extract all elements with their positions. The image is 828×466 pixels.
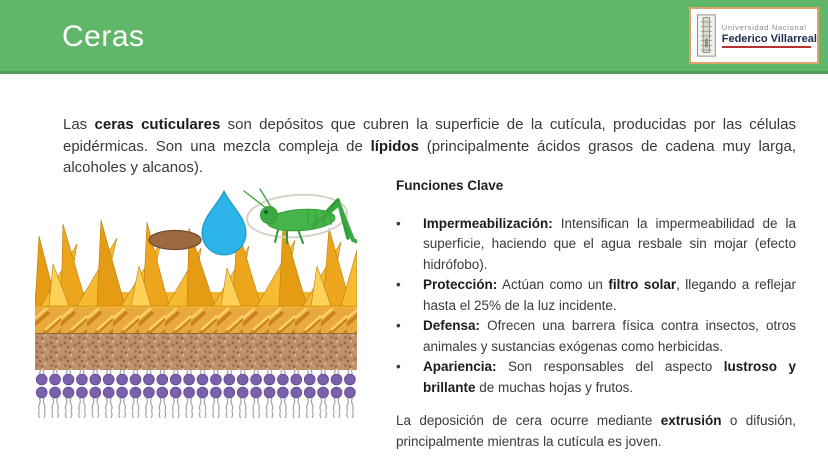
page-title: Ceras	[62, 20, 145, 53]
cell-wall-layer	[35, 332, 357, 370]
university-name-line1: Universidad Nacional	[721, 23, 807, 32]
bullet-marker: •	[396, 318, 401, 333]
university-logo	[689, 7, 819, 64]
function-item-impermeabilizacion	[396, 214, 796, 276]
function-item-text: Defensa: Ofrecen una barrera física contra insectos, otros animales y sustancias exógenas como herbicidas.	[423, 318, 796, 354]
grasshopper	[244, 189, 357, 243]
university-emblem-icon	[697, 13, 716, 58]
function-item-defensa	[396, 316, 796, 357]
function-item-text: Impermeabilización: Intensifican la impermeabilidad de la superficie, haciendo que el agua resbale sin mojar (efecto hidrófobo).	[423, 215, 796, 272]
intro-paragraph: Las ceras cuticulares son depósitos que cubren la superficie de la cutícula, producidas por las células epidérmicas. Son una mezcla compleja de lípidos (principalmente ácidos grasos de cadena muy larga, alcoholes y alcanos).	[63, 116, 796, 176]
water-droplet	[202, 191, 246, 255]
wax-crystals-layer	[35, 220, 357, 308]
function-item-text: Protección: Actúan como un filtro solar, llegando a reflejar hasta el 25% de la luz incidente.	[423, 277, 797, 313]
university-name-line2: Federico Villarreal	[722, 33, 811, 48]
stomatal-pore	[149, 231, 201, 250]
cuticle-wax-illustration	[35, 186, 357, 418]
lipid-bilayer	[35, 368, 357, 418]
closing-paragraph: La deposición de cera ocurre mediante extrusión o difusión, principalmente mientras la cutícula es joven.	[396, 413, 796, 449]
cuticle-wax-diagram	[35, 186, 357, 418]
function-item-proteccion	[396, 275, 796, 316]
functions-section	[396, 176, 796, 466]
bullet-marker: •	[396, 277, 401, 292]
function-item-apariencia	[396, 357, 796, 398]
bullet-marker: •	[396, 359, 401, 374]
university-logo-text	[721, 23, 817, 48]
bullet-marker: •	[396, 215, 401, 231]
cuticle-layer	[35, 304, 357, 333]
function-item-text: Apariencia: Son responsables del aspecto lustroso y brillante de muchas hojas y frutos.	[423, 359, 797, 395]
functions-heading: Funciones Clave	[396, 178, 504, 193]
